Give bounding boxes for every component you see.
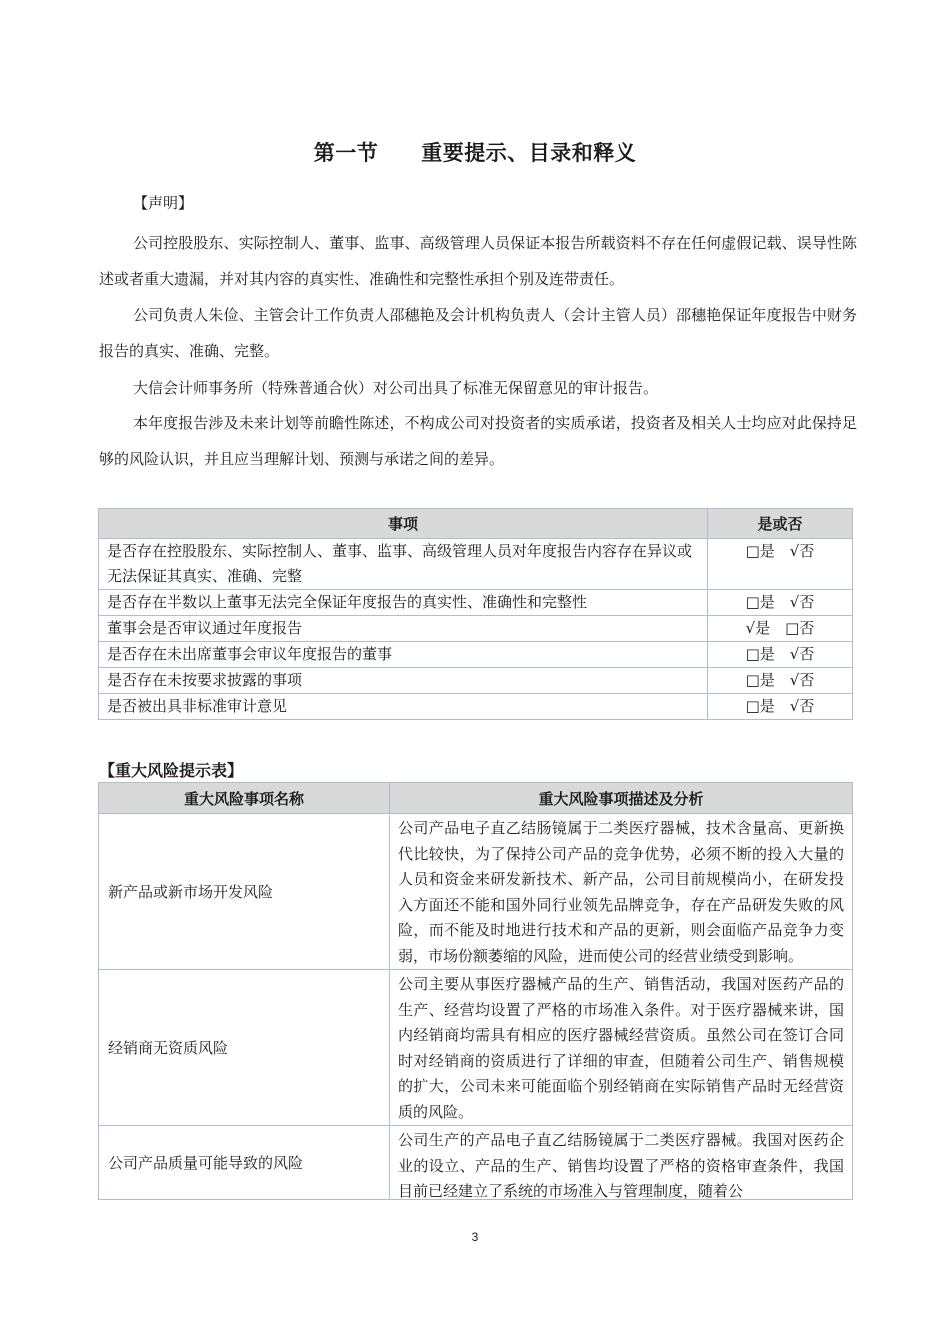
table-row bbox=[99, 616, 853, 642]
matter-answer: □是 √否 bbox=[708, 642, 853, 668]
table-row bbox=[99, 539, 853, 590]
risk-name: 新产品或新市场开发风险 bbox=[99, 814, 390, 970]
matters-header-item: 事项 bbox=[99, 509, 708, 539]
risk-table-header bbox=[99, 783, 853, 814]
table-row bbox=[99, 970, 853, 1126]
matter-answer: □是 √否 bbox=[708, 694, 853, 720]
risk-table bbox=[98, 782, 853, 1200]
table-row bbox=[99, 814, 853, 970]
risk-description: 公司产品电子直乙结肠镜属于二类医疗器械，技术含量高、更新换代比较快，为了保持公司产品的竞争优势，必须不断的投入大量的人员和资金来研发新技术、新产品，公司目前规模尚小，在研发投入方面还不能和国外同行业领先品牌竞争，存在产品研发失败的风险，而不能及时地进行技术和产品的更新，则会面临产品竞争力变弱，市场份额萎缩的风险，进而使公司的经营业绩受到影响。 bbox=[390, 814, 853, 970]
matter-item: 董事会是否审议通过年度报告 bbox=[99, 616, 708, 642]
risk-header-description: 重大风险事项描述及分析 bbox=[390, 783, 853, 814]
risk-description-cell bbox=[390, 1126, 853, 1200]
table-row bbox=[99, 694, 853, 720]
matter-answer: □是 √否 bbox=[708, 539, 853, 590]
table-row bbox=[99, 1126, 853, 1200]
table-row bbox=[99, 590, 853, 616]
risk-name: 经销商无资质风险 bbox=[99, 970, 390, 1126]
matter-item: 是否存在未按要求披露的事项 bbox=[99, 668, 708, 694]
matter-item: 是否存在控股股东、实际控制人、董事、监事、高级管理人员对年度报告内容存在异议或无法保证其真实、准确、完整 bbox=[99, 539, 708, 590]
matters-table bbox=[98, 508, 853, 720]
table-row bbox=[99, 668, 853, 694]
declaration-paragraph-1: 公司控股股东、实际控制人、董事、监事、高级管理人员保证本报告所载资料不存在任何虚假记载、误导性陈述或者重大遗漏，并对其内容的真实性、准确性和完整性承担个别及连带责任。 bbox=[99, 234, 857, 288]
declaration-paragraph-3: 大信会计师事务所（特殊普通合伙）对公司出具了标准无保留意见的审计报告。 bbox=[133, 379, 659, 397]
matter-answer: □是 √否 bbox=[708, 590, 853, 616]
risk-name: 公司产品质量可能导致的风险 bbox=[99, 1126, 390, 1200]
matter-answer: √是 □否 bbox=[708, 616, 853, 642]
matters-table-header bbox=[99, 509, 853, 539]
declaration-heading: 【声明】 bbox=[133, 194, 194, 212]
declaration-paragraph-4: 本年度报告涉及未来计划等前瞻性陈述，不构成公司对投资者的实质承诺，投资者及相关人士均应对此保持足够的风险认识，并且应当理解计划、预测与承诺之间的差异。 bbox=[99, 414, 857, 468]
matter-item: 是否存在半数以上董事无法完全保证年度报告的真实性、准确性和完整性 bbox=[99, 590, 708, 616]
table-row bbox=[99, 642, 853, 668]
matter-item: 是否存在未出席董事会审议年度报告的董事 bbox=[99, 642, 708, 668]
matter-item: 是否被出具非标准审计意见 bbox=[99, 694, 708, 720]
declaration-paragraph-2: 公司负责人朱俭、主管会计工作负责人邵穗艳及会计机构负责人（会计主管人员）邵穗艳保证年度报告中财务报告的真实、准确、完整。 bbox=[99, 306, 857, 360]
matters-header-answer: 是或否 bbox=[708, 509, 853, 539]
risk-table-heading: 【重大风险提示表】 bbox=[99, 761, 244, 780]
risk-header-name: 重大风险事项名称 bbox=[99, 783, 390, 814]
section-title: 第一节 重要提示、目录和释义 bbox=[313, 141, 637, 165]
page-number: 3 bbox=[471, 1230, 479, 1244]
matter-answer: □是 √否 bbox=[708, 668, 853, 694]
risk-description: 公司主要从事医疗器械产品的生产、销售活动，我国对医药产品的生产、经营均设置了严格的市场准入条件。对于医疗器械来讲，国内经销商均需具有相应的医疗器械经营资质。虽然公司在签订合同时对经销商的资质进行了详细的审查，但随着公司生产、销售规模的扩大，公司未来可能面临个别经销商在实际销售产品时无经营资质的风险。 bbox=[390, 970, 853, 1126]
risk-description: 公司生产的产品电子直乙结肠镜属于二类医疗器械。我国对医药企业的设立、产品的生产、销售均设置了严格的资格审查条件，我国目前已经建立了系统的市场准入与管理制度，随着公 bbox=[398, 1131, 844, 1199]
